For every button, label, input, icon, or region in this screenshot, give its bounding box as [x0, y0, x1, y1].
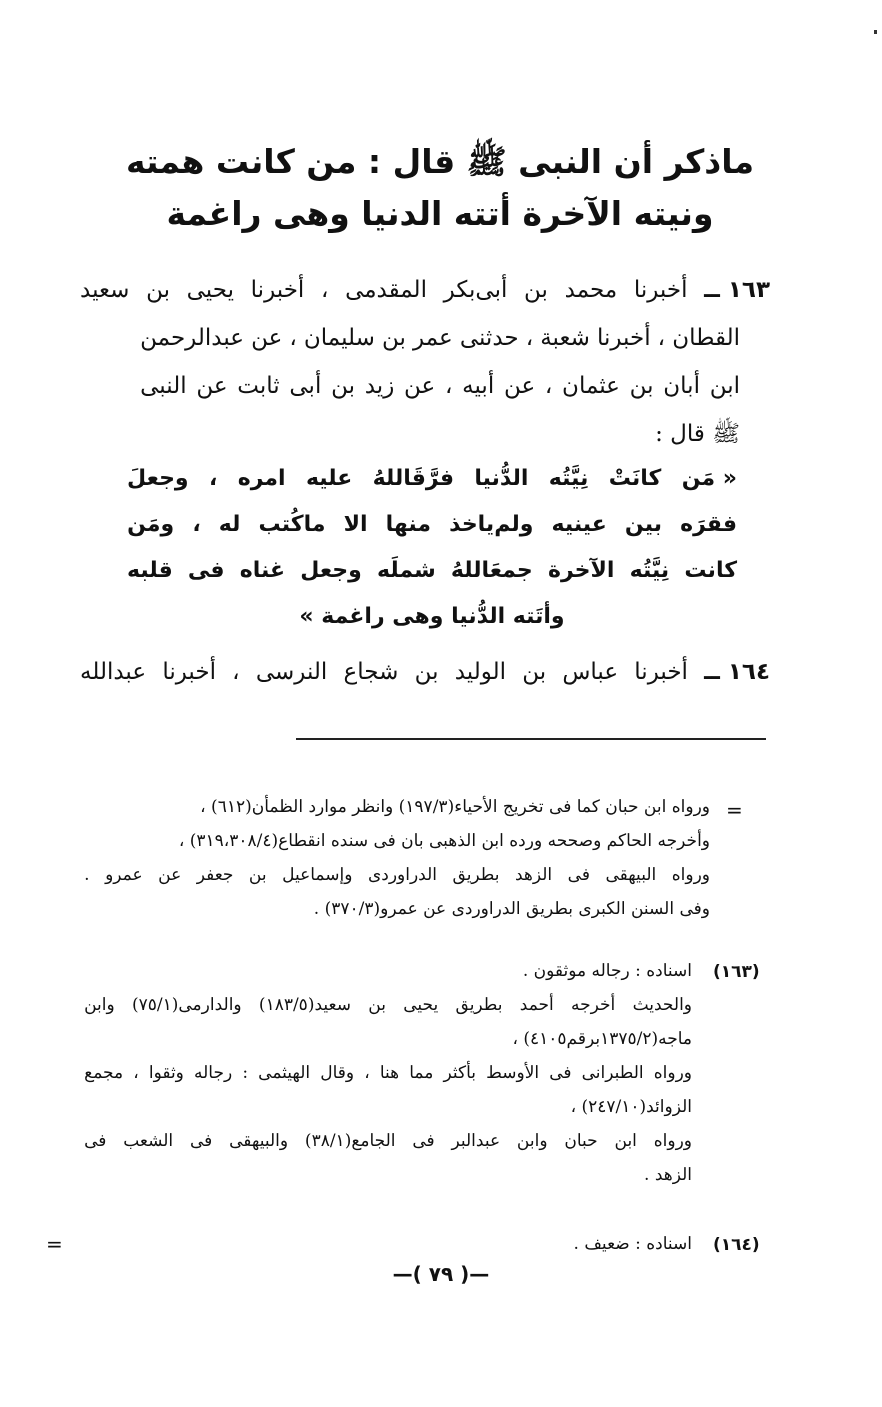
footnote-continuation-line-1: ورواه ابن حبان كما فى تخريج الأحياء(١٩٧/٣) وانظر موارد الظمأن(٦١٢) ، — [200, 797, 710, 817]
scan-speck — [874, 30, 877, 34]
hadith-number-164: ١٦٤ ــ — [704, 659, 770, 685]
footnote-label-164: (١٦٤) — [713, 1235, 760, 1255]
matn-line-2: فقرَه بين عينيه ولم‌ياخذ منها الا ماكُتب له ، ومَن — [127, 512, 737, 537]
continues-marker: = — [46, 1232, 63, 1256]
page-number: —( ٧٩ )— — [392, 1262, 490, 1286]
footnote-continuation — [84, 790, 710, 926]
chapter-title-line-1: ماذكر أن النبى ﷺ قال : من كانت همته — [125, 142, 755, 181]
isnad-line-4: ﷺ قال : — [655, 421, 740, 447]
hadith-163-isnad — [80, 266, 770, 314]
footnote-separator — [296, 738, 766, 740]
footnote-163-line-6: ورواه ابن حبان وابن عبدالبر فى الجامع(٣٨/١) والبيهقى فى الشعب فى — [84, 1131, 692, 1151]
footnote-164-line-1: اسناده : ضعيف . — [573, 1234, 692, 1254]
footnote-label-163: (١٦٣) — [713, 962, 760, 982]
isnad-line-3: ابن أبان بن عثمان ، عن أبيه ، عن زيد بن أبى ثابت عن النبى — [140, 373, 740, 399]
footnote-163-line-2: والحديث أخرجه أحمد بطريق يحيى بن سعيد(١٨٣/٥) والدارمى(٧٥/١) وابن — [84, 995, 692, 1015]
footnote-continuation-line-3: ورواه البيهقى فى الزهد بطريق الدراوردى وإسماعيل بن جعفر عن عمرو . — [84, 865, 710, 885]
matn-line-3: كانت نِيَّتُه الآخرة جمعَاللهُ شملَه وجعل غناه فى قلبه — [127, 558, 737, 583]
chapter-title — [120, 136, 760, 240]
hadith-163-matn — [127, 456, 737, 640]
matn-line-4: وأتَته الدُّنيا وهى راغمة » — [299, 604, 565, 629]
footnote-163-line-1: اسناده : رجاله موثقون . — [522, 961, 692, 981]
hadith-164-isnad: ١٦٤ ــ أخبرنا عباس بن الوليد بن شجاع النرسى ، أخبرنا عبدالله — [80, 648, 770, 696]
footnote-164 — [84, 1227, 692, 1261]
footnote-163-line-4: ورواه الطبرانى فى الأوسط بأكثر مما هنا ، وقال الهيثمى : رجاله وثقوا ، مجمع — [84, 1063, 692, 1083]
chapter-title-line-2: ونيته الآخرة أتته الدنيا وهى راغمة — [166, 194, 714, 233]
continuation-marker: = — [726, 798, 743, 822]
isnad-line-2: القطان ، أخبرنا شعبة ، حدثنى عمر بن سليمان ، عن عبدالرحمن — [140, 325, 740, 351]
isnad-line-1: ١٦٣ ــ أخبرنا محمد بن أبى‌بكر المقدمى ، أخبرنا يحيى بن سعيد — [80, 266, 770, 314]
footnote-163-line-5: الزوائد(٢٤٧/١٠) ، — [570, 1097, 692, 1117]
footnote-163 — [84, 954, 692, 1192]
footnote-continuation-line-2: وأخرجه الحاكم وصححه ورده ابن الذهبى بان فى سنده انقطاع(٣١٩،٣٠٨/٤) ، — [178, 831, 710, 851]
hadith-number-163: ١٦٣ ــ — [704, 277, 770, 303]
matn-line-1: « مَن كانَتْ نِيَّتُه الدُّنيا فرَّقَاللهُ عليه امره ، وجعلَ — [127, 466, 737, 491]
footnote-163-line-7: الزهد . — [644, 1165, 692, 1185]
footnote-163-line-3: ماجه(١٣٧٥/٢برقم٤١٠٥) ، — [512, 1029, 692, 1049]
footnote-continuation-line-4: وفى السنن الكبرى بطريق الدراوردى عن عمرو(٣٧٠/٣) . — [313, 899, 710, 919]
